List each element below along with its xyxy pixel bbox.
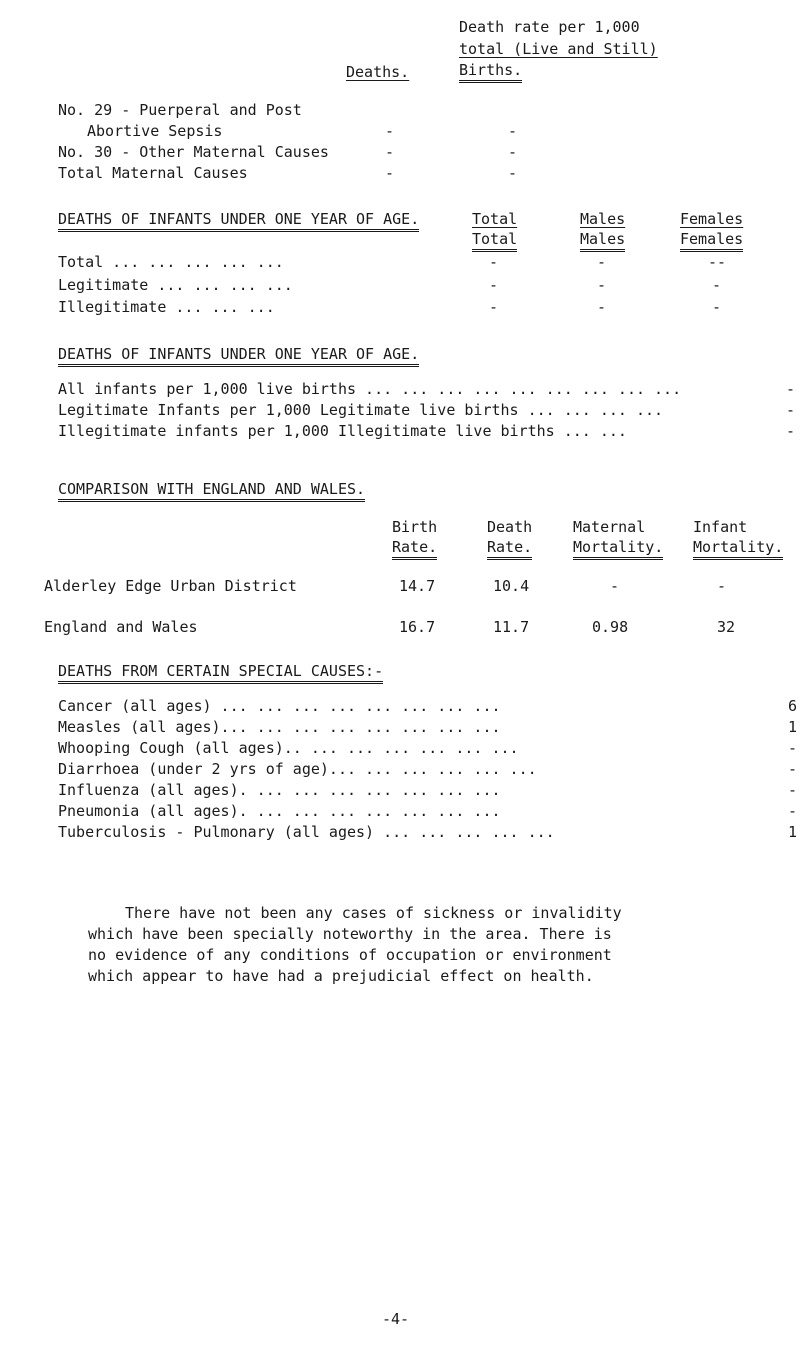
cause-row-label: Whooping Cough (all ages).. ... ... ... ... ... ... — [58, 739, 519, 757]
infant-row-label: Legitimate ... ... ... ... — [58, 276, 293, 294]
deaths-column-header: Deaths. — [346, 63, 410, 81]
infant-row-total: - — [489, 276, 499, 294]
death-rate-header-line1: Death rate per 1,000 — [459, 18, 640, 36]
comparison-row-maternal: 0.98 — [592, 618, 629, 636]
comparison-row-death: 10.4 — [493, 577, 530, 595]
death-rate-header-line2: total (Live and Still) — [459, 40, 658, 58]
comparison-row-label: England and Wales — [44, 618, 198, 636]
cause-row-value: 1 — [788, 718, 798, 736]
comparison-row-infant: - — [717, 577, 727, 595]
infant-row-females: - — [712, 276, 722, 294]
paragraph-line: no evidence of any conditions of occupation or environment — [88, 946, 612, 964]
comparison-col-maternal: Maternal — [573, 518, 646, 536]
infant-col-total-2: Total — [472, 230, 517, 252]
infant-col-females: Females — [680, 210, 744, 228]
cause-row-value: - — [788, 781, 798, 799]
maternal-row-label: No. 29 - Puerperal and Post — [58, 101, 302, 119]
infant-rates-heading: DEATHS OF INFANTS UNDER ONE YEAR OF AGE. — [58, 345, 419, 367]
cause-row-label: Pneumonia (all ages). ... ... ... ... ... ... ... — [58, 802, 501, 820]
infant-row-total: - — [489, 253, 499, 271]
maternal-row-rate: - — [508, 122, 518, 140]
cause-row-value: - — [788, 739, 798, 757]
infant-row-males: - — [597, 276, 607, 294]
infant-col-females-2: Females — [680, 230, 743, 252]
comparison-heading: COMPARISON WITH ENGLAND AND WALES. — [58, 480, 365, 502]
infant-rate-row-label: Illegitimate infants per 1,000 Illegitimate live births ... ... — [58, 422, 627, 440]
cause-row-value: 6 — [788, 697, 798, 715]
infant-row-total: - — [489, 298, 499, 316]
cause-row-value: - — [788, 760, 798, 778]
maternal-row-rate: - — [508, 164, 518, 182]
cause-row-label: Tuberculosis - Pulmonary (all ages) ... ... ... ... ... — [58, 823, 555, 841]
infant-rate-row-label: All infants per 1,000 live births ... ... ... ... ... ... ... ... ... — [58, 380, 682, 398]
comparison-row-death: 11.7 — [493, 618, 530, 636]
comparison-row-maternal: - — [610, 577, 620, 595]
comparison-row-infant: 32 — [717, 618, 736, 636]
paragraph-line: There have not been any cases of sickness or invalidity — [125, 904, 622, 922]
infant-row-males: - — [597, 298, 607, 316]
cause-row-label: Cancer (all ages) ... ... ... ... ... ... ... ... — [58, 697, 501, 715]
maternal-row-label: Total Maternal Causes — [58, 164, 248, 182]
comparison-row-birth: 14.7 — [399, 577, 436, 595]
infant-rate-row-value: - — [786, 401, 796, 419]
comparison-col-birth: Birth — [392, 518, 438, 536]
comparison-col-infant-2: Mortality. — [693, 538, 783, 560]
comparison-col-death: Death — [487, 518, 533, 536]
infant-row-females: - — [712, 298, 722, 316]
infant-deaths-heading: DEATHS OF INFANTS UNDER ONE YEAR OF AGE. — [58, 210, 419, 232]
paragraph-line: which appear to have had a prejudicial effect on health. — [88, 967, 594, 985]
comparison-col-birth-2: Rate. — [392, 538, 437, 560]
cause-row-value: - — [788, 802, 798, 820]
maternal-row-label: No. 30 - Other Maternal Causes — [58, 143, 329, 161]
infant-row-females: -- — [708, 253, 727, 271]
cause-row-value: 1 — [788, 823, 798, 841]
comparison-col-death-2: Rate. — [487, 538, 532, 560]
cause-row-label: Measles (all ages)... ... ... ... ... ... ... ... — [58, 718, 501, 736]
infant-row-label: Illegitimate ... ... ... — [58, 298, 275, 316]
infant-row-males: - — [597, 253, 607, 271]
infant-col-total: Total — [472, 210, 518, 228]
paragraph-line: which have been specially noteworthy in the area. There is — [88, 925, 612, 943]
infant-row-label: Total ... ... ... ... ... — [58, 253, 284, 271]
maternal-row-deaths: - — [385, 164, 395, 182]
infant-col-males: Males — [580, 210, 626, 228]
comparison-col-infant: Infant — [693, 518, 748, 536]
page-number: -4- — [382, 1310, 410, 1328]
maternal-row-deaths: - — [385, 143, 395, 161]
maternal-row-label: Abortive Sepsis — [87, 122, 223, 140]
maternal-row-rate: - — [508, 143, 518, 161]
infant-rate-row-value: - — [786, 422, 796, 440]
infant-rate-row-label: Legitimate Infants per 1,000 Legitimate live births ... ... ... ... — [58, 401, 664, 419]
infant-rate-row-value: - — [786, 380, 796, 398]
comparison-row-birth: 16.7 — [399, 618, 436, 636]
maternal-row-deaths: - — [385, 122, 395, 140]
death-rate-header-line3: Births. — [459, 61, 522, 83]
cause-row-label: Diarrhoea (under 2 yrs of age)... ... ... ... ... ... — [58, 760, 537, 778]
cause-row-label: Influenza (all ages). ... ... ... ... ... ... ... — [58, 781, 501, 799]
comparison-row-label: Alderley Edge Urban District — [44, 577, 297, 595]
special-causes-heading: DEATHS FROM CERTAIN SPECIAL CAUSES:- — [58, 662, 383, 684]
infant-col-males-2: Males — [580, 230, 625, 252]
comparison-col-maternal-2: Mortality. — [573, 538, 663, 560]
